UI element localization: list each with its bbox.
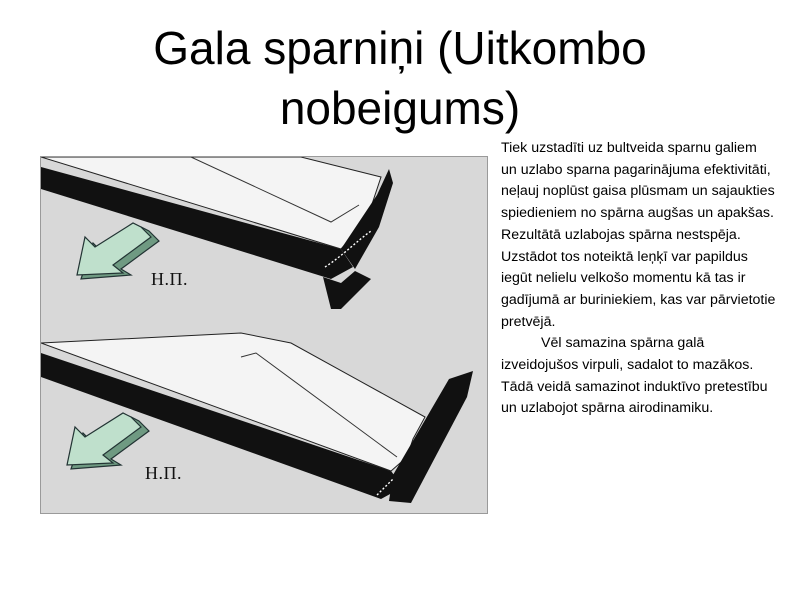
paragraph-1: Tiek uzstadīti uz bultveida sparnu galiem un uzlabo sparna pagarinājuma efektivitāti, neļauj noplūst gaisa plūsmam un sajaukties spiedieniem no spārna augšas un apakšas. Rezultātā uzlabojas spārna nestspēja. Uzstādot tos noteiktā leņķī var papildus iegūt nelielu velkošo momentu kā tas ir gadījumā ar buriniekiem, kas var pārvietotie pretvējā. (501, 140, 776, 330)
flow-direction-arrow-top (77, 223, 159, 279)
flow-direction-arrow-bottom (67, 413, 149, 469)
flow-label-top: Н.П. (151, 269, 188, 289)
slide-title-line-2: nobeigums) (279, 82, 521, 134)
paragraph-2: Vēl samazina spārna galā izveidojušos virpuli, sadalot to mazākos. Tādā veidā samazinot induktīvo pretestību un uzlabojot spārna airodinamiku. (501, 335, 768, 417)
slide-title (40, 18, 760, 138)
bottom-wing (41, 333, 473, 503)
winglet-drawing (41, 157, 488, 514)
description-text (501, 138, 776, 420)
flow-label-bottom: Н.П. (145, 463, 182, 483)
top-wing (41, 157, 393, 309)
slide-title-line-1: Gala sparniņi (Uitkombo (153, 22, 647, 74)
winglet-illustration (40, 156, 488, 514)
